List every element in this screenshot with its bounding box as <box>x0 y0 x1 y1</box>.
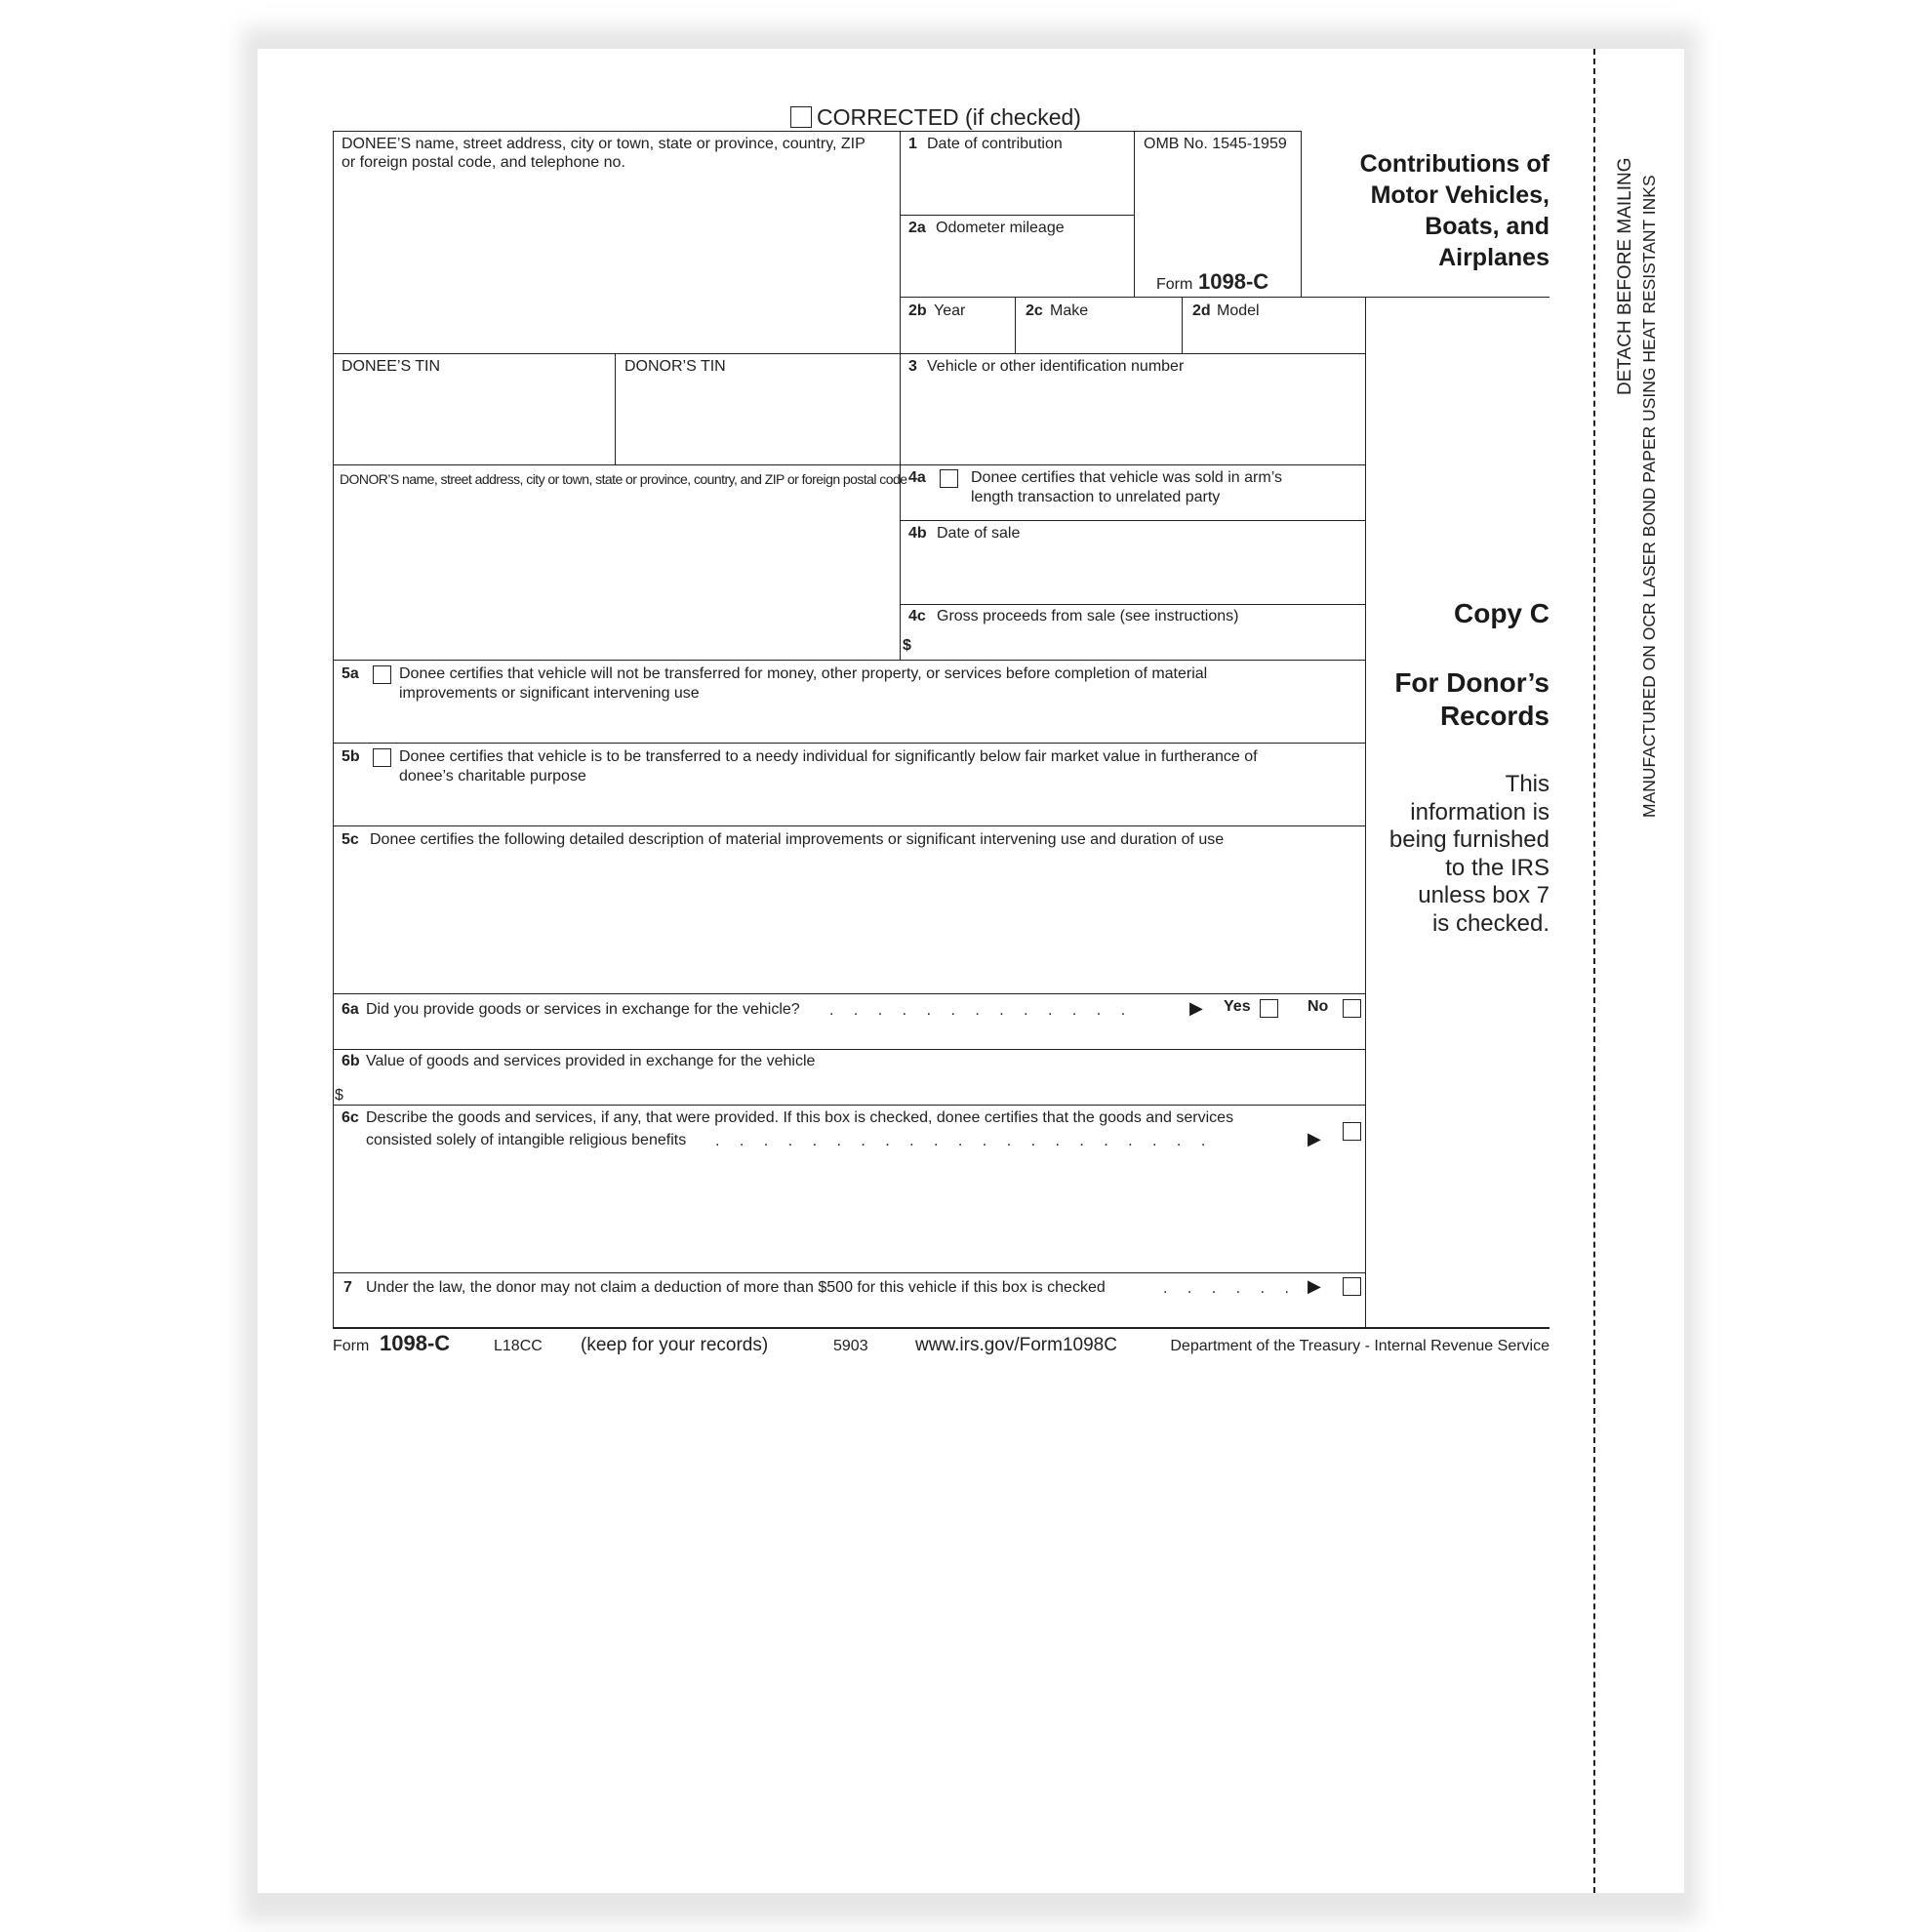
footer-irs-url[interactable]: www.irs.gov/Form1098C <box>915 1335 1117 1355</box>
form-title-line-1: Contributions of <box>1359 150 1550 178</box>
grid-line <box>900 604 1365 605</box>
footer-keep-note: (keep for your records) <box>581 1335 769 1355</box>
grid-line <box>333 131 1301 132</box>
grid-line <box>1134 131 1135 297</box>
donee-name-label: DONEE’S name, street address, city or town, state or province, country, ZIP <box>342 136 865 152</box>
yes-label: Yes <box>1224 998 1251 1015</box>
irs-notice <box>1389 771 1550 938</box>
form-title-line-4: Airplanes <box>1438 244 1550 271</box>
form-word: Form <box>1156 276 1193 293</box>
grid-line <box>1365 297 1366 1328</box>
grid-line <box>333 825 1365 826</box>
box6b-label: Value of goods and services provided in exchange for the vehicle <box>366 1053 816 1069</box>
corrected-checkbox[interactable] <box>790 106 812 128</box>
box4a-label-2: length transaction to unrelated party <box>971 489 1221 505</box>
irs-notice-line-2: information is <box>1410 798 1550 825</box>
no-label: No <box>1308 998 1329 1015</box>
grid-line <box>333 660 1365 661</box>
irs-notice-line-3: being furnished <box>1389 826 1550 853</box>
donor-tin-label: DONOR’S TIN <box>624 358 726 375</box>
donee-name-field[interactable] <box>335 176 899 295</box>
date-of-sale-field[interactable] <box>902 545 1364 602</box>
form-title <box>1360 148 1550 273</box>
box1-number: 1 <box>908 136 917 152</box>
goods-value-field[interactable] <box>347 1073 1364 1103</box>
grid-line <box>333 353 1365 354</box>
box7-checkbox[interactable] <box>1343 1277 1361 1296</box>
box5a-number: 5a <box>342 665 359 682</box>
box6c-label-1: Describe the goods and services, if any, that were provided. If this box is checked, donee certifies that the goods and services <box>366 1109 1234 1126</box>
grid-line <box>900 520 1365 521</box>
vehicle-make-field[interactable] <box>1017 322 1181 351</box>
dollar-sign: $ <box>335 1087 343 1104</box>
box7-label: Under the law, the donor may not claim a deduction of more than $500 for this vehicle if this box is checked <box>366 1279 1106 1296</box>
grid-line <box>333 993 1365 994</box>
grid-line <box>333 1049 1365 1050</box>
irs-notice-line-4: to the IRS <box>1445 854 1550 881</box>
donee-tin-field[interactable] <box>335 379 614 463</box>
box6a-number: 6a <box>342 1001 359 1018</box>
odometer-mileage-field[interactable] <box>902 240 1133 295</box>
box5b-label-2: donee’s charitable purpose <box>399 768 586 785</box>
vehicle-id-field[interactable] <box>902 379 1364 463</box>
box7-dots: . . . . . . <box>1163 1280 1289 1297</box>
omb-number: OMB No. 1545-1959 <box>1144 136 1287 152</box>
box4a-label-1: Donee certifies that vehicle was sold in arm’s <box>971 469 1282 486</box>
irs-notice-line-5: unless box 7 <box>1418 882 1550 908</box>
footer-form-code: L18CC <box>494 1338 543 1354</box>
box3-number: 3 <box>908 358 917 375</box>
for-donors-records <box>1394 666 1550 733</box>
box2b-number: 2b <box>908 302 927 319</box>
box5c-label: Donee certifies the following detailed description of material improvements or significant intervening use and duration of use <box>370 831 1225 848</box>
box6c-dots: . . . . . . . . . . . . . . . . . . . . . <box>715 1133 1206 1149</box>
box5b-number: 5b <box>342 748 360 765</box>
box4c-number: 4c <box>908 608 926 624</box>
irs-notice-line-1: This <box>1505 771 1550 797</box>
grid-line <box>900 215 1134 216</box>
box4b-number: 4b <box>908 525 927 542</box>
form-title-line-2: Motor Vehicles, <box>1370 181 1550 209</box>
grid-line <box>333 743 1365 744</box>
goods-description-field[interactable] <box>335 1156 1364 1270</box>
copy-c-label: Copy C <box>1454 598 1550 628</box>
vehicle-model-field[interactable] <box>1184 322 1364 351</box>
for-donors-line-1: For Donor’s <box>1394 667 1550 698</box>
box6c-number: 6c <box>342 1109 359 1126</box>
box4c-label: Gross proceeds from sale (see instructions) <box>937 608 1239 624</box>
grid-line <box>333 1105 1365 1106</box>
box2c-number: 2c <box>1026 302 1043 319</box>
box2d-number: 2d <box>1192 302 1211 319</box>
box2b-label: Year <box>934 302 966 319</box>
grid-line <box>333 131 334 1328</box>
donor-name-label: DONOR’S name, street address, city or town, state or province, country, and ZIP or foreign postal code <box>340 471 907 487</box>
box2a-number: 2a <box>908 220 926 236</box>
box6a-dots: . . . . . . . . . . . . . <box>829 1002 1126 1019</box>
box4a-number: 4a <box>908 469 926 486</box>
box6a-label: Did you provide goods or services in exchange for the vehicle? <box>366 1001 800 1018</box>
gross-proceeds-field[interactable] <box>917 628 1364 658</box>
box6a-yes-checkbox[interactable] <box>1260 999 1278 1018</box>
grid-line <box>900 131 901 660</box>
grid-line <box>333 1327 1550 1329</box>
perforation-line <box>1593 49 1595 1893</box>
box6a-no-checkbox[interactable] <box>1343 999 1361 1018</box>
grid-line <box>1182 297 1183 353</box>
donee-name-label-2: or foreign postal code, and telephone no. <box>342 154 625 171</box>
box2a-label: Odometer mileage <box>936 220 1065 236</box>
box2c-label: Make <box>1050 302 1089 319</box>
date-of-contribution-field[interactable] <box>902 156 1133 213</box>
manufacturing-notice: MANUFACTURED ON OCR LASER BOND PAPER USING HEAT RESISTANT INKS <box>1639 175 1659 818</box>
donor-tin-field[interactable] <box>617 379 899 463</box>
corrected-label: CORRECTED (if checked) <box>817 104 1081 130</box>
box5b-checkbox[interactable] <box>373 748 391 767</box>
box3-label: Vehicle or other identification number <box>927 358 1185 375</box>
box7-number: 7 <box>343 1279 352 1296</box>
box6c-checkbox[interactable] <box>1343 1122 1361 1141</box>
for-donors-line-2: Records <box>1439 701 1550 731</box>
detach-notice: DETACH BEFORE MAILING <box>1615 157 1635 395</box>
box5a-checkbox[interactable] <box>373 665 391 684</box>
improvements-description-field[interactable] <box>335 853 1364 991</box>
footer-form-number: 1098-C <box>380 1331 451 1355</box>
arrow-icon: ▶ <box>1308 1276 1321 1296</box>
form-number: 1098-C <box>1198 269 1269 294</box>
footer-form-word: Form <box>333 1338 370 1354</box>
donor-name-field[interactable] <box>335 493 899 659</box>
grid-line <box>900 297 1550 298</box>
box2d-label: Model <box>1217 302 1260 319</box>
box6b-number: 6b <box>342 1053 360 1069</box>
arrow-icon: ▶ <box>1308 1129 1321 1148</box>
footer-cat-number: 5903 <box>833 1338 868 1354</box>
vehicle-year-field[interactable] <box>902 322 1014 351</box>
grid-line <box>1301 131 1302 297</box>
grid-line <box>615 353 616 464</box>
box1-label: Date of contribution <box>927 136 1063 152</box>
box4b-label: Date of sale <box>937 525 1021 542</box>
footer-department: Department of the Treasury - Internal Revenue Service <box>1170 1338 1550 1354</box>
box5a-label-2: improvements or significant intervening use <box>399 685 700 702</box>
arrow-icon: ▶ <box>1189 998 1203 1018</box>
grid-line <box>333 1272 1365 1273</box>
box5b-label-1: Donee certifies that vehicle is to be transferred to a needy individual for significantly below fair market value in furtherance of <box>399 748 1258 765</box>
box5a-label-1: Donee certifies that vehicle will not be transferred for money, other property, or services before completion of material <box>399 665 1208 682</box>
form-title-line-3: Boats, and <box>1425 213 1550 240</box>
donee-tin-label: DONEE’S TIN <box>342 358 441 375</box>
grid-line <box>333 464 1365 465</box>
box6c-label-2: consisted solely of intangible religious benefits <box>366 1132 687 1148</box>
box5c-number: 5c <box>342 831 359 848</box>
grid-line <box>1015 297 1016 353</box>
dollar-sign: $ <box>903 637 911 654</box>
irs-notice-line-6: is checked. <box>1431 909 1550 937</box>
box4a-checkbox[interactable] <box>940 469 958 488</box>
